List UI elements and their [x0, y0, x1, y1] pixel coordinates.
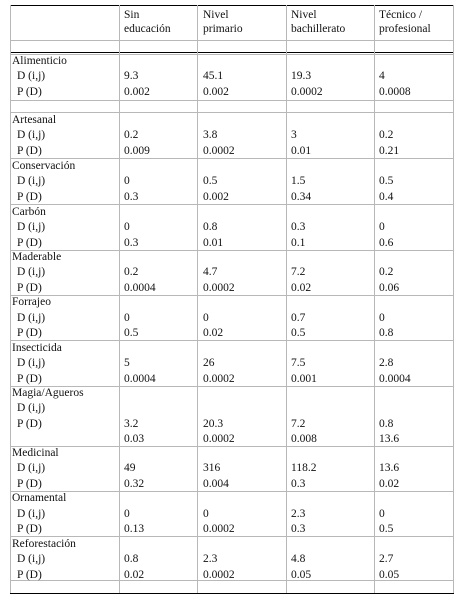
cell-d-value: 7.2: [291, 266, 306, 278]
cell-d-value: 2.8: [379, 357, 394, 369]
column-divider: [197, 5, 198, 593]
column-header-line1: Técnico /: [379, 9, 423, 21]
horizontal-rule: [10, 204, 454, 205]
cell-p-value: 0.0002: [291, 86, 323, 98]
row-category: Reforestación: [12, 538, 76, 550]
cell-d-value: 4.8: [291, 553, 306, 565]
horizontal-rule: [10, 593, 454, 594]
left-border: [10, 5, 11, 593]
column-header-line2: profesional: [379, 23, 431, 35]
row-category: Medicinal: [12, 447, 59, 459]
cell-d-value: 0: [203, 508, 209, 520]
cell-d-value: 2.3: [291, 508, 306, 520]
cell-p-value: 0.3: [291, 523, 306, 535]
row-d-label: D (i,j): [17, 402, 46, 414]
cell-p-value: 0.5: [291, 327, 306, 339]
row-category: Alimenticio: [12, 55, 67, 67]
cell-p-value: 0.01: [203, 237, 224, 249]
row-d-label: D (i,j): [17, 462, 46, 474]
cell-d-value: 26: [203, 357, 215, 369]
cell-p-value: 0.6: [379, 237, 394, 249]
cell-d-value: 0.7: [291, 312, 306, 324]
cell-d-value: 0: [124, 508, 130, 520]
horizontal-rule: [10, 52, 454, 53]
cell-p-value: 0.3: [124, 191, 139, 203]
cell-p-value: 0.0002: [203, 373, 235, 385]
row-category: Maderable: [12, 251, 62, 263]
cell-p-value: 0.009: [124, 145, 150, 157]
horizontal-rule: [10, 5, 454, 6]
cell-p-value: 0.5: [379, 523, 394, 535]
row-p-label: P (D): [17, 523, 42, 535]
cell-d-value: 0: [124, 312, 130, 324]
cell-p-value: 13.6: [379, 433, 400, 445]
column-header-line1: Nivel: [203, 9, 229, 21]
row-p-label: P (D): [17, 569, 42, 581]
cell-d-value: 3.2: [124, 418, 139, 430]
row-p-label: P (D): [17, 373, 42, 385]
column-header-line2: educación: [124, 23, 171, 35]
cell-p-value: 0.1: [291, 237, 306, 249]
cell-d-value: 0.5: [379, 175, 394, 187]
cell-d-value: 0: [203, 312, 209, 324]
row-category: Artesanal: [12, 114, 57, 126]
cell-d-value: 0.5: [203, 175, 218, 187]
horizontal-rule: [10, 446, 454, 447]
column-divider: [286, 5, 287, 593]
cell-p-value: 0.3: [291, 478, 306, 490]
row-p-label: P (D): [17, 478, 42, 490]
cell-p-value: 0.0002: [203, 569, 235, 581]
row-p-label: P (D): [17, 86, 42, 98]
cell-p-value: 0.8: [379, 327, 394, 339]
row-d-label: D (i,j): [17, 70, 46, 82]
row-p-label: P (D): [17, 237, 42, 249]
cell-d-value: 2.3: [203, 553, 218, 565]
column-header-line2: bachillerato: [291, 23, 346, 35]
cell-p-value: 0.002: [203, 191, 229, 203]
column-header-line2: primario: [203, 23, 243, 35]
cell-d-value: 19.3: [291, 70, 312, 82]
cell-p-value: 0.0004: [124, 373, 156, 385]
cell-d-value: 0.8: [203, 221, 218, 233]
cell-d-value: 316: [203, 462, 221, 474]
cell-p-value: 0.0008: [379, 86, 411, 98]
cell-d-value: 3: [291, 129, 297, 141]
column-header-line1: Sin: [124, 9, 140, 21]
row-d-label: D (i,j): [17, 553, 46, 565]
cell-p-value: 0.0004: [124, 282, 156, 294]
cell-p-value: 0.002: [203, 86, 229, 98]
cell-d-value: 118.2: [291, 462, 317, 474]
horizontal-rule: [10, 112, 454, 113]
cell-d-value: 5: [124, 357, 130, 369]
cell-p-value: 0.0002: [203, 433, 235, 445]
row-category: Magia/Agueros: [12, 387, 84, 399]
row-d-label: D (i,j): [17, 357, 46, 369]
row-d-label: D (i,j): [17, 312, 46, 324]
cell-d-value: 20.3: [203, 418, 224, 430]
cell-d-value: 0.8: [124, 553, 139, 565]
cell-d-value: 0: [124, 175, 130, 187]
cell-d-value: 0: [124, 221, 130, 233]
cell-d-value: 7.5: [291, 357, 306, 369]
cell-p-value: 0.13: [124, 523, 145, 535]
cell-p-value: 0.0002: [203, 145, 235, 157]
row-d-label: D (i,j): [17, 508, 46, 520]
cell-d-value: 3.8: [203, 129, 218, 141]
cell-p-value: 0.34: [291, 191, 312, 203]
horizontal-rule: [10, 54, 454, 55]
cell-d-value: 0: [379, 312, 385, 324]
row-category: Forrajeo: [12, 296, 51, 308]
cell-d-value: 7.2: [291, 418, 306, 430]
horizontal-rule: [10, 340, 454, 341]
cell-d-value: 4: [379, 70, 385, 82]
cell-d-value: 0: [379, 508, 385, 520]
cell-p-value: 0.06: [379, 282, 400, 294]
cell-p-value: 0.3: [124, 237, 139, 249]
cell-p-value: 0.02: [379, 478, 400, 490]
row-category: Ornamental: [12, 492, 67, 504]
cell-p-value: 0.03: [124, 433, 145, 445]
cell-d-value: 9.3: [124, 70, 139, 82]
cell-d-value: 4.7: [203, 266, 218, 278]
cell-d-value: 49: [124, 462, 136, 474]
cell-p-value: 0.001: [291, 373, 317, 385]
column-divider: [374, 5, 375, 593]
cell-p-value: 0.32: [124, 478, 145, 490]
cell-p-value: 0.5: [124, 327, 139, 339]
cell-d-value: 0: [379, 221, 385, 233]
cell-p-value: 0.02: [124, 569, 145, 581]
row-d-label: D (i,j): [17, 175, 46, 187]
cell-p-value: 0.0002: [203, 523, 235, 535]
cell-d-value: 0.8: [379, 418, 394, 430]
row-d-label: D (i,j): [17, 221, 46, 233]
cell-d-value: 13.6: [379, 462, 400, 474]
cell-p-value: 0.02: [203, 327, 224, 339]
column-header-line1: Nivel: [291, 9, 317, 21]
row-p-label: P (D): [17, 191, 42, 203]
horizontal-rule: [10, 100, 454, 101]
horizontal-rule: [10, 491, 454, 492]
cell-p-value: 0.05: [291, 569, 312, 581]
row-p-label: P (D): [17, 418, 42, 430]
row-p-label: P (D): [17, 145, 42, 157]
row-p-label: P (D): [17, 327, 42, 339]
cell-d-value: 2.7: [379, 553, 394, 565]
horizontal-rule: [10, 536, 454, 537]
cell-p-value: 0.0002: [203, 282, 235, 294]
horizontal-rule: [10, 250, 454, 251]
cell-p-value: 0.21: [379, 145, 400, 157]
cell-p-value: 0.008: [291, 433, 317, 445]
cell-d-value: 0.2: [124, 266, 139, 278]
cell-p-value: 0.05: [379, 569, 400, 581]
row-category: Insecticida: [12, 342, 62, 354]
cell-p-value: 0.02: [291, 282, 312, 294]
row-category: Carbón: [12, 206, 46, 218]
row-d-label: D (i,j): [17, 129, 46, 141]
cell-p-value: 0.002: [124, 86, 150, 98]
cell-p-value: 0.4: [379, 191, 394, 203]
horizontal-rule: [10, 295, 454, 296]
column-divider: [119, 5, 120, 593]
row-category: Conservación: [12, 160, 76, 172]
cell-p-value: 0.0004: [379, 373, 411, 385]
cell-p-value: 0.004: [203, 478, 229, 490]
cell-d-value: 0.2: [124, 129, 139, 141]
right-border: [453, 5, 454, 593]
row-p-label: P (D): [17, 282, 42, 294]
cell-d-value: 45.1: [203, 70, 224, 82]
cell-d-value: 0.3: [291, 221, 306, 233]
cell-d-value: 0.2: [379, 266, 394, 278]
cell-d-value: 1.5: [291, 175, 306, 187]
cell-d-value: 0.2: [379, 129, 394, 141]
row-d-label: D (i,j): [17, 266, 46, 278]
horizontal-rule: [10, 40, 454, 41]
horizontal-rule: [10, 158, 454, 159]
cell-p-value: 0.01: [291, 145, 312, 157]
